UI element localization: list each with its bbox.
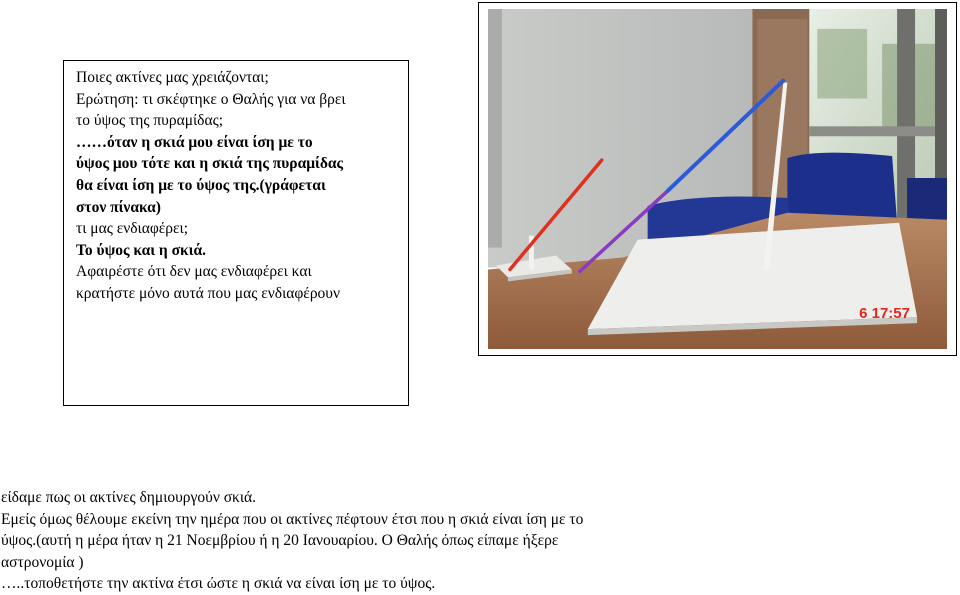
text-box — [63, 60, 409, 406]
bottom-text — [1, 487, 951, 595]
text-line-8: τι μας ενδιαφέρει; — [76, 220, 189, 238]
text-line-10: Αφαιρέστε ότι δεν μας ενδιαφέρει και — [76, 263, 312, 281]
bottom-line-2: Εμείς όμως θέλουμε εκείνη την ημέρα που οι ακτίνες πέφτουν έτσι που η σκιά είναι ίση με το — [1, 510, 584, 528]
text-line-7: στον πίνακα) — [76, 198, 161, 216]
model-photo — [488, 9, 947, 349]
bottom-line-4: αστρονομία ) — [1, 553, 84, 571]
text-line-1: Ποιες ακτίνες μας χρειάζονται; — [76, 69, 269, 86]
photo-timestamp: 6 17:57 — [859, 305, 910, 323]
bottom-line-5: …..τοποθετήστε την ακτίνα έτσι ώστε η σκιά να είναι ίση με το ύψος. — [1, 575, 436, 593]
text-line-6: θα είναι ίση με το ύψος της.(γράφεται — [76, 176, 326, 194]
text-line-5: ύψος μου τότε και η σκιά της πυραμίδας — [76, 155, 344, 173]
text-line-3: το ύψος της πυραμίδας; — [76, 112, 224, 130]
text-line-2: Ερώτηση: τι σκέφτηκε ο Θαλής για να βρει — [76, 90, 346, 108]
text-line-9: Το ύψος και η σκιά. — [76, 241, 206, 259]
wall-panel — [488, 9, 502, 248]
bottom-line-1: είδαμε πως οι ακτίνες δημιουργούν σκιά. — [1, 489, 257, 506]
text-line-11: κρατήστε μόνο αυτά που μας ενδιαφέρουν — [76, 284, 340, 302]
bottom-line-3: ύψος.(αυτή η μέρα ήταν η 21 Νοεμβρίου ή η 20 Ιανουαρίου. Ο Θαλής όπως είπαμε ήξερε — [1, 532, 559, 550]
photo-frame — [478, 2, 957, 356]
text-line-4: ……όταν η σκιά μου είναι ίση με το — [76, 133, 313, 151]
window-frame-h — [809, 126, 947, 136]
